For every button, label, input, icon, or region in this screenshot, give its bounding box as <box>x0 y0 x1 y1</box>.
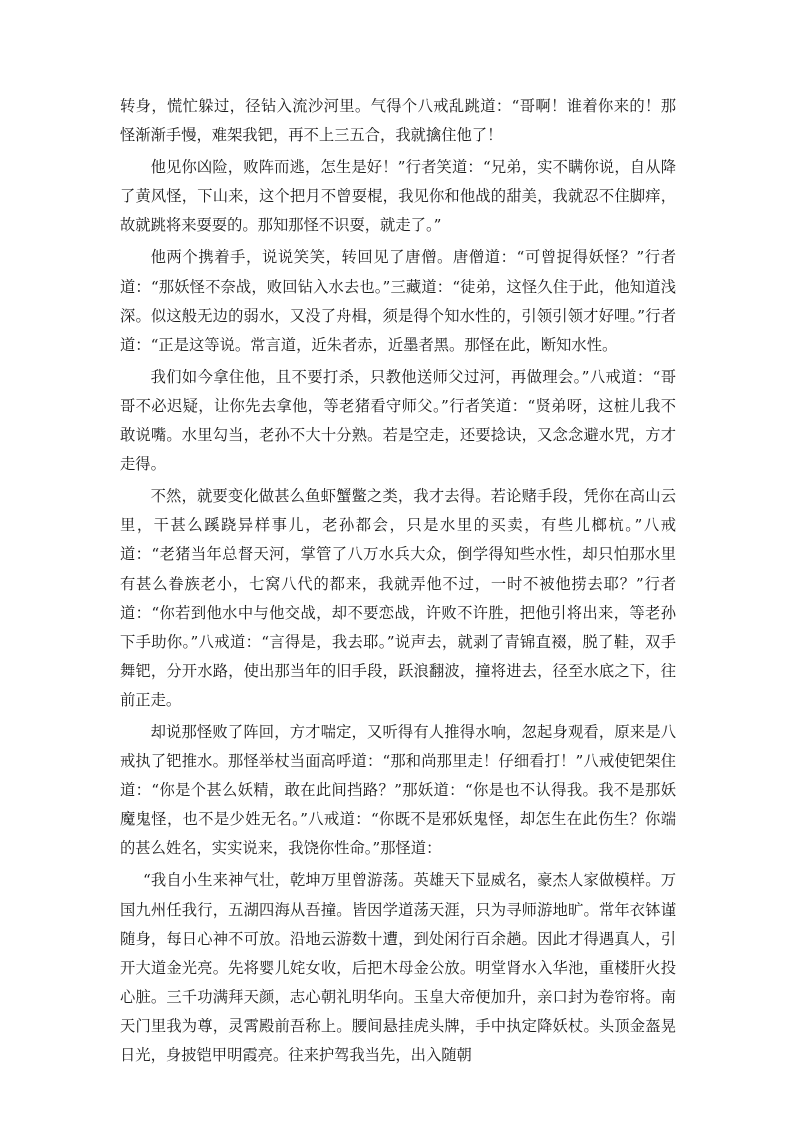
paragraph-6: 却说那怪败了阵回，方才喘定，又听得有人推得水响，忽起身观看，原来是八戒执了钯推水。那怪举杖当面高呼道：“那和尚那里走！仔细看打！”八戒使钯架住道：“你是个甚么妖精，敢在此间挡路？”那妖道：“你是也不认得我。我不是那妖魔鬼怪，也不是少姓无名。”八戒道：“你既不是邪妖鬼怪，却怎生在此伤生？你端的甚么姓名，实实说来，我饶你性命。”那怪道： <box>120 722 676 858</box>
paragraph-2: 他见你凶险，败阵而逃，怎生是好！”行者笑道：“兄弟，实不瞒你说，自从降了黄风怪，下山来，这个把月不曾耍棍，我见你和他战的甜美，我就忍不住脚痒，故就跳将来耍耍的。那知那怪不识耍，就走了。” <box>120 158 676 235</box>
paragraph-1: 转身，慌忙躲过，径钻入流沙河里。气得个八戒乱跳道：“哥啊！谁着你来的！那怪渐渐手慢，难架我钯，再不上三五合，我就擒住他了！ <box>120 97 676 145</box>
verse-paragraph: “我自小生来神气壮，乾坤万里曾游荡。英雄天下显威名，豪杰人家做模样。万国九州任我行，五湖四海从吾撞。皆因学道荡天涯，只为寻师游地旷。常年衣钵谨随身，每日心神不可放。沿地云游数十遭，到处闲行百余趟。因此才得遇真人，引开大道金光亮。先将婴儿姹女收，后把木母金公放。明堂肾水入华池，重楼肝火投心脏。三千功满拜天颜，志心朝礼明华向。玉皇大帝便加升，亲口封为卷帘将。南天门里我为尊，灵霄殿前吾称上。腰间悬挂虎头牌，手中执定降妖杖。头顶金盔晃日光，身披铠甲明霞亮。往来护驾我当先，出入随朝 <box>120 871 676 1064</box>
paragraph-4: 我们如今拿住他，且不要打杀，只教他送师父过河，再做理会。”八戒道：“哥哥不必迟疑，让你先去拿他，等老猪看守师父。”行者笑道：“贤弟呀，这桩儿我不敢说嘴。水里勾当，老孙不大十分熟。若是空走，还要捻诀，又念念避水咒，方才走得。 <box>120 367 676 474</box>
document-page <box>120 92 676 1073</box>
paragraph-5: 不然，就要变化做甚么鱼虾蟹鳖之类，我才去得。若论赌手段，凭你在高山云里，干甚么蹊跷异样事儿，老孙都会，只是水里的买卖，有些儿榔杭。”八戒道：“老猪当年总督天河，掌管了八万水兵大众，倒学得知些水性，却只怕那水里有甚么眷族老小，七窝八代的都来，我就弄他不过，一时不被他捞去耶？”行者道：“你若到他水中与他交战，却不要恋战，许败不许胜，把他引将出来，等老孙下手助你。”八戒道：“言得是，我去耶。”说声去，就剥了青锦直裰，脱了鞋，双手舞钯，分开水路，使出那当年的旧手段，跃浪翻波，撞将进去，径至水底之下，往前正走。 <box>120 487 676 709</box>
paragraph-3: 他两个携着手，说说笑笑，转回见了唐僧。唐僧道：“可曾捉得妖怪？”行者道：“那妖怪不奈战，败回钻入水去也。”三藏道：“徒弟，这怪久住于此，他知道浅深。似这般无边的弱水，又没了舟楫，须是得个知水性的，引领引领才好哩。”行者道：“正是这等说。常言道，近朱者赤，近墨者黑。那怪在此，断知水性。 <box>120 248 676 354</box>
